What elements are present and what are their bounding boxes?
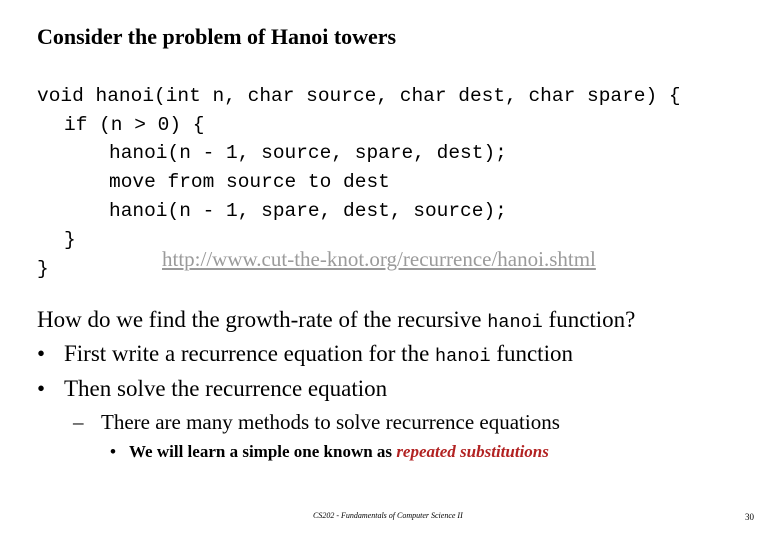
reference-link[interactable]: http://www.cut-the-knot.org/recurrence/hanoi.shtml — [162, 247, 596, 271]
bullet-2-marker: • — [37, 376, 46, 401]
code-line-5: hanoi(n - 1, spare, dest, source); — [109, 200, 507, 222]
sub-sub-text — [129, 442, 549, 462]
footer-course: CS202 - Fundamentals of Computer Science II — [313, 511, 463, 520]
bullet-1-code: hanoi — [435, 346, 491, 367]
code-line-3: hanoi(n - 1, source, spare, dest); — [109, 142, 507, 164]
code-line-6: } — [64, 229, 76, 251]
code-line-7: } — [37, 258, 49, 280]
sub-sub-marker: • — [110, 442, 116, 461]
bullet-2-text: Then solve the recurrence equation — [64, 376, 388, 401]
code-line-2: if (n > 0) { — [64, 114, 205, 136]
bullet-1-after: function — [490, 341, 573, 366]
slide-title: Consider the problem of Hanoi towers — [37, 24, 397, 49]
sub-sub-plain: We will learn a simple one known as — [129, 442, 397, 461]
question-before: How do we find the growth-rate of the recursive — [37, 307, 488, 332]
bullet-1-text — [64, 341, 573, 367]
highlight-term: repeated substitutions — [396, 442, 549, 461]
page-number: 30 — [745, 512, 754, 522]
question-code: hanoi — [487, 312, 543, 333]
code-line-4: move from source to dest — [109, 171, 390, 193]
question-after: function? — [542, 307, 636, 332]
question-text — [37, 307, 635, 333]
sub-item-marker: – — [73, 410, 84, 434]
sub-item-text: There are many methods to solve recurrence equations — [101, 410, 560, 434]
code-line-1: void hanoi(int n, char source, char dest, char spare) { — [37, 85, 681, 107]
bullet-1-marker: • — [37, 341, 46, 366]
bullet-1-before: First write a recurrence equation for the — [64, 341, 436, 366]
